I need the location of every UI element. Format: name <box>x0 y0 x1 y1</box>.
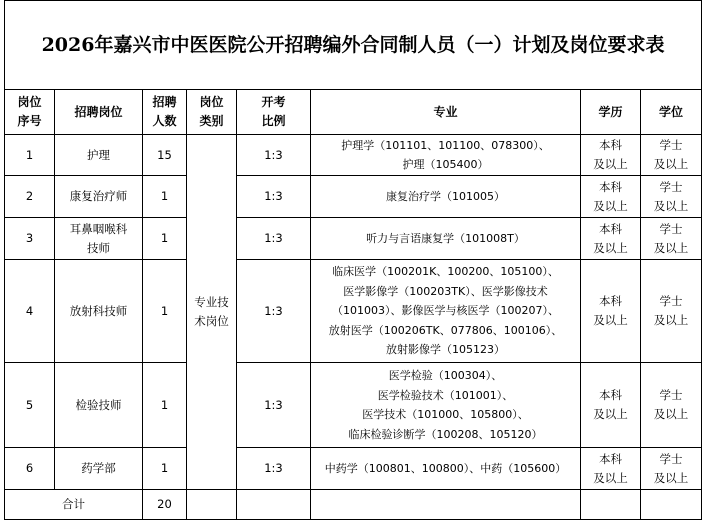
row-degree-line: 学士 <box>659 388 683 402</box>
row-education-line: 本科 <box>599 294 622 308</box>
row-count: 1 <box>143 176 187 218</box>
row-degree-line: 学士 <box>659 179 683 194</box>
total-empty-cell <box>311 490 581 520</box>
header-seq-line-2: 序号 <box>17 114 42 128</box>
row-ratio: 1:3 <box>237 135 311 176</box>
row-major <box>311 363 581 448</box>
row-seq: 2 <box>5 176 55 218</box>
row-degree-line: 学士 <box>659 138 683 152</box>
row-education-line: 及以上 <box>593 240 628 255</box>
table-row <box>5 135 702 176</box>
row-degree-line: 及以上 <box>653 313 689 327</box>
row-degree-line: 及以上 <box>653 157 689 171</box>
row-education-line: 及以上 <box>593 157 628 171</box>
row-position <box>55 176 143 218</box>
total-empty-cell <box>641 490 702 520</box>
recruitment-table-sheet <box>4 0 701 529</box>
row-count: 1 <box>143 218 187 260</box>
row-degree-line: 学士 <box>659 451 683 466</box>
table-title-cell <box>5 1 702 90</box>
row-major <box>311 260 581 363</box>
header-seq-line-1: 岗位 <box>17 95 42 109</box>
header-count-line-2: 人数 <box>152 114 177 128</box>
row-major-line: 听力与言语康复学（101008T） <box>366 231 525 245</box>
header-seq <box>5 90 55 135</box>
table-row <box>5 363 702 448</box>
row-education <box>581 218 641 260</box>
row-position <box>55 218 143 260</box>
row-position <box>55 260 143 363</box>
row-major-line: 临床医学（100201K、100200、105100）、 <box>332 265 559 279</box>
row-degree-line: 及以上 <box>653 407 689 421</box>
row-degree <box>641 135 702 176</box>
table-row <box>5 448 702 490</box>
header-row <box>5 90 702 135</box>
row-major-line: 康复治疗学（101005） <box>386 189 505 203</box>
table-row <box>5 260 702 363</box>
row-ratio: 1:3 <box>237 363 311 448</box>
row-major <box>311 135 581 176</box>
row-count: 1 <box>143 260 187 363</box>
row-major-line: （101003）、影像医学与核医学（100207）、 <box>332 304 559 318</box>
row-position-line: 放射科技师 <box>69 303 128 318</box>
row-ratio: 1:3 <box>237 448 311 490</box>
row-education-line: 本科 <box>599 221 622 236</box>
row-education <box>581 363 641 448</box>
row-degree-line: 学士 <box>659 221 683 236</box>
table-row <box>5 176 702 218</box>
header-category-line-2: 类别 <box>199 114 224 128</box>
row-education-line: 本科 <box>599 179 622 194</box>
row-education-line: 本科 <box>599 138 622 152</box>
category-line-1: 专业技 <box>194 295 229 309</box>
row-degree <box>641 448 702 490</box>
row-major-line: 护理学（101101、101100、078300）、 <box>341 138 550 152</box>
header-count <box>143 90 187 135</box>
row-count: 1 <box>143 363 187 448</box>
row-education-line: 本科 <box>599 451 622 466</box>
row-seq: 1 <box>5 135 55 176</box>
header-ratio-line-1: 开考 <box>261 95 286 109</box>
row-major-line: 放射医学（100206TK、077806、100106）、 <box>328 323 563 337</box>
row-major-line: 医学检验（100304）、 <box>388 369 503 382</box>
row-ratio: 1:3 <box>237 176 311 218</box>
row-education <box>581 176 641 218</box>
row-degree <box>641 218 702 260</box>
header-degree: 学位 <box>641 90 702 135</box>
row-position <box>55 135 143 176</box>
row-seq: 6 <box>5 448 55 490</box>
row-position-line: 护理 <box>87 147 110 162</box>
row-education <box>581 135 641 176</box>
row-degree <box>641 176 702 218</box>
header-major: 专业 <box>311 90 581 135</box>
row-count: 1 <box>143 448 187 490</box>
row-education <box>581 448 641 490</box>
row-seq: 4 <box>5 260 55 363</box>
header-count-line-1: 招聘 <box>152 95 177 109</box>
row-major <box>311 218 581 260</box>
header-ratio <box>237 90 311 135</box>
row-education-line: 及以上 <box>593 313 628 327</box>
row-seq: 5 <box>5 363 55 448</box>
row-education-line: 本科 <box>599 388 622 402</box>
row-major <box>311 176 581 218</box>
row-major <box>311 448 581 490</box>
row-major-line: 护理（105400） <box>402 158 489 171</box>
row-position <box>55 448 143 490</box>
row-major-line: 中药学（100801、100800）、中药（105600） <box>324 461 567 475</box>
row-major-line: 放射影像学（105123） <box>386 343 505 357</box>
row-degree-line: 及以上 <box>653 470 689 485</box>
header-category <box>187 90 237 135</box>
row-degree-line: 及以上 <box>653 240 689 255</box>
row-degree-line: 及以上 <box>653 198 689 213</box>
row-position-line: 耳鼻咽喉科 <box>69 221 128 236</box>
row-major-line: 临床检验诊断学（100208、105120） <box>348 427 543 441</box>
row-position-line: 技师 <box>87 240 110 255</box>
total-empty-cell <box>581 490 641 520</box>
total-empty-cell <box>187 490 237 520</box>
row-education-line: 及以上 <box>593 198 628 213</box>
table-row <box>5 218 702 260</box>
row-major-line: 医学技术（101000、105800）、 <box>362 408 529 421</box>
row-education-line: 及以上 <box>593 470 628 485</box>
row-degree <box>641 363 702 448</box>
row-count: 15 <box>143 135 187 176</box>
row-position-line: 检验技师 <box>75 397 122 412</box>
category-line-2: 术岗位 <box>194 314 229 328</box>
header-category-line-1: 岗位 <box>199 95 224 109</box>
total-label: 合计 <box>5 490 143 520</box>
row-position-line: 康复治疗师 <box>69 189 128 203</box>
category-cell <box>187 135 237 490</box>
row-position-line: 药学部 <box>81 461 116 475</box>
table-title: 2026年嘉兴市中医医院公开招聘编外合同制人员（一）计划及岗位要求表 <box>41 34 665 56</box>
header-ratio-line-2: 比例 <box>261 114 286 128</box>
row-education-line: 及以上 <box>593 407 628 421</box>
row-seq: 3 <box>5 218 55 260</box>
row-major-line: 医学影像学（100203TK）、医学影像技术 <box>343 284 548 298</box>
row-ratio: 1:3 <box>237 260 311 363</box>
header-position: 招聘岗位 <box>55 90 143 135</box>
row-position <box>55 363 143 448</box>
total-count: 20 <box>143 490 187 520</box>
row-degree-line: 学士 <box>659 294 683 308</box>
header-education: 学历 <box>581 90 641 135</box>
row-ratio: 1:3 <box>237 218 311 260</box>
recruitment-plan-table <box>4 0 702 520</box>
total-empty-cell <box>237 490 311 520</box>
row-education <box>581 260 641 363</box>
row-degree <box>641 260 702 363</box>
total-row <box>5 490 702 520</box>
row-major-line: 医学检验技术（101001）、 <box>377 388 514 402</box>
